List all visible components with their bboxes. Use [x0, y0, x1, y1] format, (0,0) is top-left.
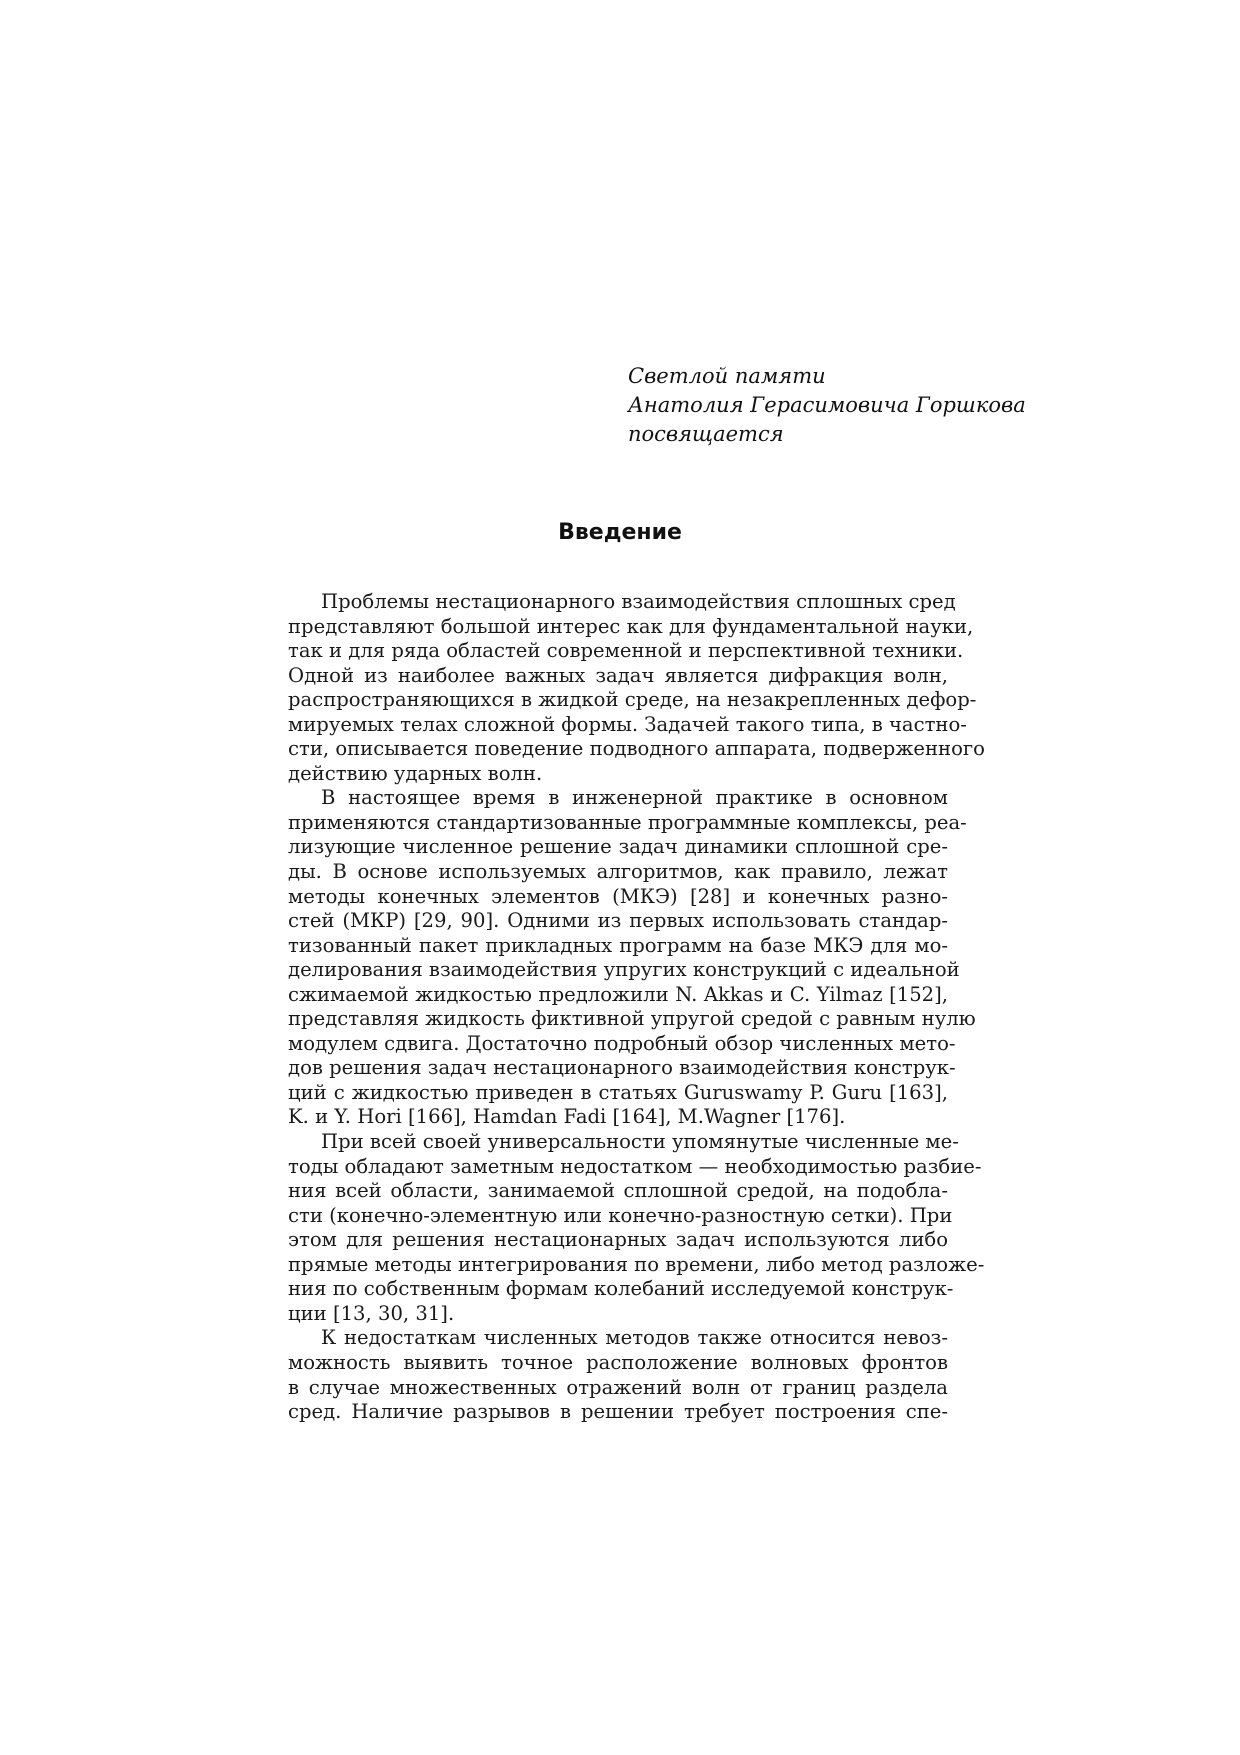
text-line: лизующие численное решение задач динамики сплошной сре-	[288, 835, 948, 859]
text-line: в случае множественных отражений волн от границ раздела	[288, 1375, 948, 1399]
text-line: сти, описывается поведение подводного аппарата, подверженного	[288, 737, 985, 761]
body-text	[288, 590, 985, 1425]
paragraph	[288, 786, 976, 1130]
text-line: ций с жидкостью приведен в статьях Guruswamy P. Guru [163],	[288, 1080, 948, 1104]
paragraph	[288, 590, 985, 786]
text-line: ды. В основе используемых алгоритмов, как правило, лежат	[288, 860, 948, 884]
text-line: Проблемы нестационарного взаимодействия сплошных сред	[321, 590, 956, 613]
text-line: дов решения задач нестационарного взаимодействия конструк-	[288, 1056, 956, 1080]
text-line: представляют большой интерес как для фундаментальной науки,	[288, 614, 974, 638]
text-line: модулем сдвига. Достаточно подробный обзор численных мето-	[288, 1031, 956, 1055]
text-line: так и для ряда областей современной и перспективной техники.	[288, 639, 964, 663]
text-line: тизованный пакет прикладных программ на базе МКЭ для мо-	[288, 933, 948, 957]
text-line: ния всей области, занимаемой сплошной средой, на подобла-	[288, 1179, 948, 1203]
text-line: этом для решения нестационарных задач используются либо	[288, 1228, 948, 1252]
text-line: распространяющихся в жидкой среде, на незакрепленных дефор-	[288, 688, 977, 712]
text-line: методы конечных элементов (МКЭ) [28] и конечных разно-	[288, 884, 948, 908]
text-line: делирования взаимодействия упругих конструкций с идеальной	[288, 958, 960, 982]
text-line: стей (МКР) [29, 90]. Одними из первых использовать стандар-	[288, 909, 948, 933]
paragraph	[288, 1326, 948, 1424]
text-line: К недостаткам численных методов также относится невоз-	[321, 1326, 948, 1350]
text-line: При всей своей универсальности упомянутые численные ме-	[321, 1130, 959, 1154]
dedication	[628, 362, 1026, 449]
text-line: ции [13, 30, 31].	[288, 1301, 455, 1325]
text-line: действию ударных волн.	[288, 761, 543, 785]
dedication-line: Анатолия Герасимовича Горшкова	[628, 393, 1026, 417]
text-line: В настоящее время в инженерной практике в основном	[321, 786, 948, 810]
section-heading: Введение	[558, 520, 682, 545]
text-line: K. и Y. Hori [166], Hamdan Fadi [164], M.Wagner [176].	[288, 1105, 846, 1129]
text-line: тоды обладают заметным недостатком — необходимостью разбие-	[288, 1154, 982, 1178]
text-line: ния по собственным формам колебаний исследуемой конструк-	[288, 1277, 954, 1301]
dedication-line: посвящается	[628, 422, 784, 446]
text-line: представляя жидкость фиктивной упругой средой с равным нулю	[288, 1007, 976, 1031]
text-line: сжимаемой жидкостью предложили N. Akkas и C. Yilmaz [152],	[288, 982, 948, 1006]
text-line: прямые методы интегрирования по времени, либо метод разложе-	[288, 1252, 985, 1276]
text-line: применяются стандартизованные программные комплексы, реа-	[288, 810, 967, 834]
text-line: Одной из наиболее важных задач является дифракция волн,	[288, 663, 948, 687]
paragraph	[288, 1130, 985, 1326]
text-line: можность выявить точное расположение волновых фронтов	[288, 1350, 948, 1374]
text-line: мируемых телах сложной формы. Задачей такого типа, в частно-	[288, 712, 967, 736]
text-line: сти (конечно-элементную или конечно-разностную сетки). При	[288, 1203, 953, 1227]
text-line: сред. Наличие разрывов в решении требует построения спе-	[288, 1400, 948, 1424]
dedication-line: Светлой памяти	[628, 364, 826, 388]
